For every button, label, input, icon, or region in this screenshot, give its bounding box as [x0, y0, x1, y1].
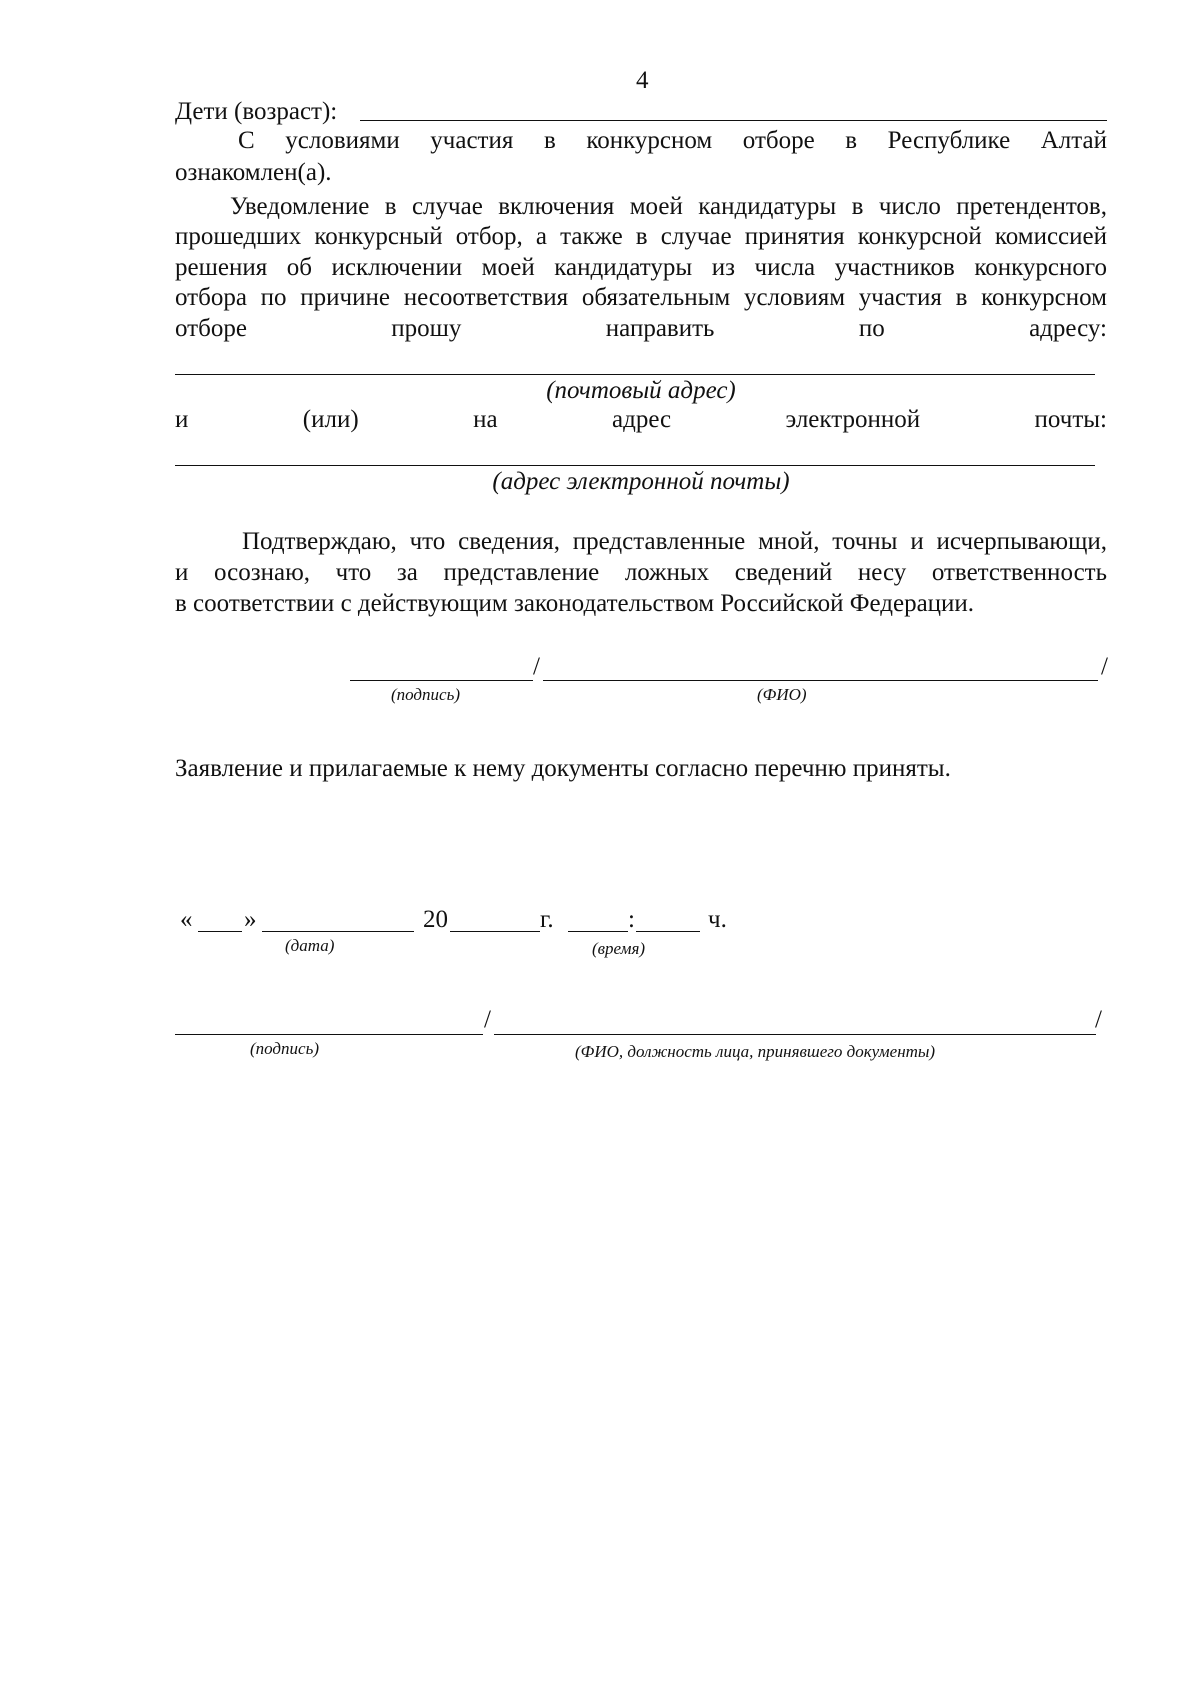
time-hour-field[interactable] — [568, 931, 628, 932]
date-caption: (дата) — [285, 936, 335, 955]
confirmation-line-3: в соответствии с действующим законодательством Российской Федерации. — [175, 590, 975, 617]
applicant-slash-2: / — [1101, 653, 1108, 680]
confirmation-line-1: Подтверждаю, что сведения, представленные мной, точны и исчерпывающи, — [242, 528, 1107, 555]
official-name-caption: (ФИО, должность лица, принявшего документы) — [575, 1042, 936, 1061]
applicant-name-caption: (ФИО) — [757, 685, 807, 704]
page-number: 4 — [636, 67, 649, 94]
accepted-statement: Заявление и прилагаемые к нему документы согласно перечню приняты. — [175, 755, 951, 782]
email-address-field[interactable] — [175, 465, 1095, 466]
email-line: и (или) на адрес электронной почты: — [175, 406, 1107, 433]
applicant-signature-caption: (подпись) — [391, 685, 460, 704]
date-close-quote: » — [244, 906, 257, 933]
notification-line-5: отборе прошу направить по адресу: — [175, 315, 1107, 342]
applicant-signature-field[interactable] — [350, 680, 533, 681]
applicant-name-field[interactable] — [543, 680, 1098, 681]
notification-line-1: Уведомление в случае включения моей кандидатуры в число претендентов, — [230, 193, 1107, 220]
date-day-field[interactable] — [198, 931, 242, 932]
notification-line-2: прошедших конкурсный отбор, а также в случае принятия конкурсной комиссией — [175, 223, 1107, 250]
children-field[interactable] — [360, 120, 1107, 121]
postal-address-field[interactable] — [175, 374, 1095, 375]
conditions-line-1: С условиями участия в конкурсном отборе в Республике Алтай — [238, 127, 1107, 154]
time-caption: (время) — [592, 939, 646, 958]
postal-address-caption: (почтовый адрес) — [546, 377, 736, 404]
applicant-slash-1: / — [533, 653, 540, 680]
conditions-line-2: ознакомлен(а). — [175, 159, 332, 186]
time-colon: : — [628, 906, 635, 933]
official-signature-field[interactable] — [175, 1034, 483, 1035]
notification-line-3: решения об исключении моей кандидатуры из числа участников конкурсного — [175, 254, 1107, 281]
official-slash-1: / — [484, 1006, 491, 1033]
official-slash-2: / — [1095, 1006, 1102, 1033]
date-year-suffix: г. — [540, 906, 554, 933]
time-hour-suffix: ч. — [708, 906, 727, 933]
date-year-prefix: 20 — [423, 906, 448, 933]
children-label: Дети (возраст): — [175, 98, 338, 125]
official-signature-caption: (подпись) — [250, 1039, 319, 1058]
confirmation-line-2: и осознаю, что за представление ложных сведений несу ответственность — [175, 559, 1107, 586]
date-open-quote: « — [180, 906, 193, 933]
email-address-caption: (адрес электронной почты) — [492, 468, 790, 495]
notification-line-4: отбора по причине несоответствия обязательным условиям участия в конкурсном — [175, 284, 1107, 311]
date-year-field[interactable] — [450, 931, 540, 932]
date-month-field[interactable] — [262, 931, 414, 932]
official-name-field[interactable] — [494, 1034, 1096, 1035]
time-minute-field[interactable] — [636, 931, 700, 932]
